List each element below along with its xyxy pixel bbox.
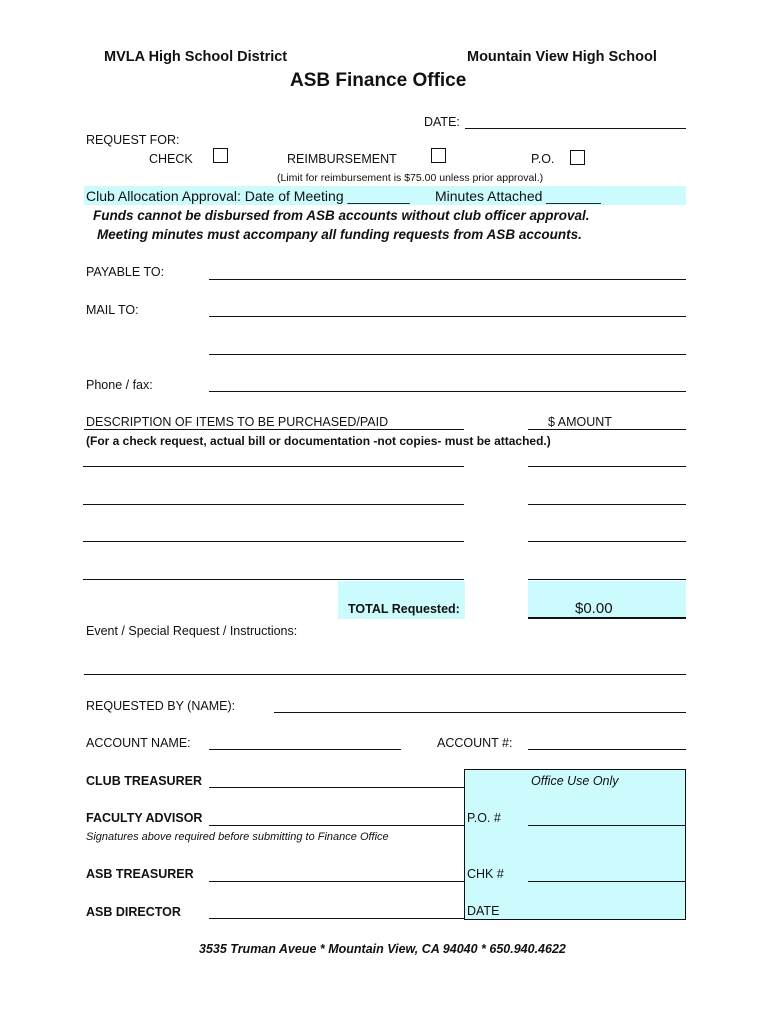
reimbursement-label: REIMBURSEMENT (287, 152, 397, 166)
requested-by-label: REQUESTED BY (NAME): (86, 699, 236, 713)
district-name: MVLA High School District (104, 49, 288, 65)
signatures-note: Signatures above required before submitting to Finance Office (86, 831, 389, 843)
mail-to-field-line2[interactable] (209, 354, 686, 355)
amount-header-underline (528, 429, 686, 430)
office-use-box (464, 769, 686, 920)
office-chk-field[interactable] (528, 881, 686, 882)
requested-by-field[interactable] (274, 712, 686, 713)
check-label: CHECK (149, 152, 193, 166)
description-header: DESCRIPTION OF ITEMS TO BE PURCHASED/PAID (86, 415, 389, 429)
item-description-row-4[interactable] (83, 579, 464, 580)
office-po-label: P.O. # (467, 811, 501, 825)
request-for-label: REQUEST FOR: (86, 133, 180, 147)
date-field[interactable] (465, 128, 686, 129)
page-title: ASB Finance Office (290, 70, 467, 91)
item-amount-row-3[interactable] (528, 541, 686, 542)
payable-to-field[interactable] (209, 279, 686, 280)
footer-address: 3535 Truman Aveue * Mountain View, CA 94040 * 650.940.4622 (199, 942, 566, 956)
mail-to-label: MAIL TO: (86, 303, 139, 317)
phone-fax-field[interactable] (209, 391, 686, 392)
club-allocation-approval[interactable]: Club Allocation Approval: Date of Meeting ________ (86, 188, 410, 204)
description-header-underline (84, 429, 464, 430)
mail-to-field-line1[interactable] (209, 316, 686, 317)
po-label: P.O. (531, 152, 555, 166)
event-instructions-label: Event / Special Request / Instructions: (86, 624, 298, 638)
office-date-label: DATE (467, 904, 500, 918)
attachment-note: (For a check request, actual bill or documentation -not copies- must be attached.) (86, 434, 551, 448)
amount-header: $ AMOUNT (548, 415, 612, 429)
account-name-field[interactable] (209, 749, 401, 750)
item-description-row-2[interactable] (83, 504, 464, 505)
school-name: Mountain View High School (467, 49, 657, 65)
reimbursement-limit-note: (Limit for reimbursement is $75.00 unless prior approval.) (277, 172, 544, 184)
warning-minutes: Meeting minutes must accompany all funding requests from ASB accounts. (97, 227, 582, 242)
club-treasurer-signature[interactable] (209, 787, 464, 788)
total-requested-label: TOTAL Requested: (348, 602, 460, 616)
item-amount-row-1[interactable] (528, 466, 686, 467)
total-underline (528, 617, 686, 619)
office-use-title: Office Use Only (531, 774, 619, 788)
asb-director-label: ASB DIRECTOR (86, 905, 181, 919)
item-description-row-1[interactable] (83, 466, 464, 467)
club-treasurer-label: CLUB TREASURER (86, 774, 202, 788)
item-amount-row-4[interactable] (528, 579, 686, 580)
item-amount-row-2[interactable] (528, 504, 686, 505)
faculty-advisor-label: FACULTY ADVISOR (86, 811, 203, 825)
minutes-attached[interactable]: Minutes Attached _______ (435, 188, 601, 204)
office-chk-label: CHK # (467, 867, 504, 881)
event-instructions-field[interactable] (84, 674, 686, 675)
asb-treasurer-signature[interactable] (209, 881, 464, 882)
total-requested-value: $0.00 (575, 600, 613, 617)
check-checkbox[interactable] (213, 148, 228, 163)
warning-disbursement: Funds cannot be disbursed from ASB accounts without club officer approval. (93, 208, 590, 223)
account-number-label: ACCOUNT #: (437, 736, 513, 750)
faculty-advisor-signature[interactable] (209, 825, 464, 826)
office-po-field[interactable] (528, 825, 686, 826)
account-number-field[interactable] (528, 749, 686, 750)
asb-director-signature[interactable] (209, 918, 464, 919)
po-checkbox[interactable] (570, 150, 585, 165)
asb-treasurer-label: ASB TREASURER (86, 867, 194, 881)
date-label: DATE: (424, 115, 460, 129)
reimbursement-checkbox[interactable] (431, 148, 446, 163)
phone-fax-label: Phone / fax: (86, 378, 153, 392)
item-description-row-3[interactable] (83, 541, 464, 542)
account-name-label: ACCOUNT NAME: (86, 736, 191, 750)
payable-to-label: PAYABLE TO: (86, 265, 165, 279)
